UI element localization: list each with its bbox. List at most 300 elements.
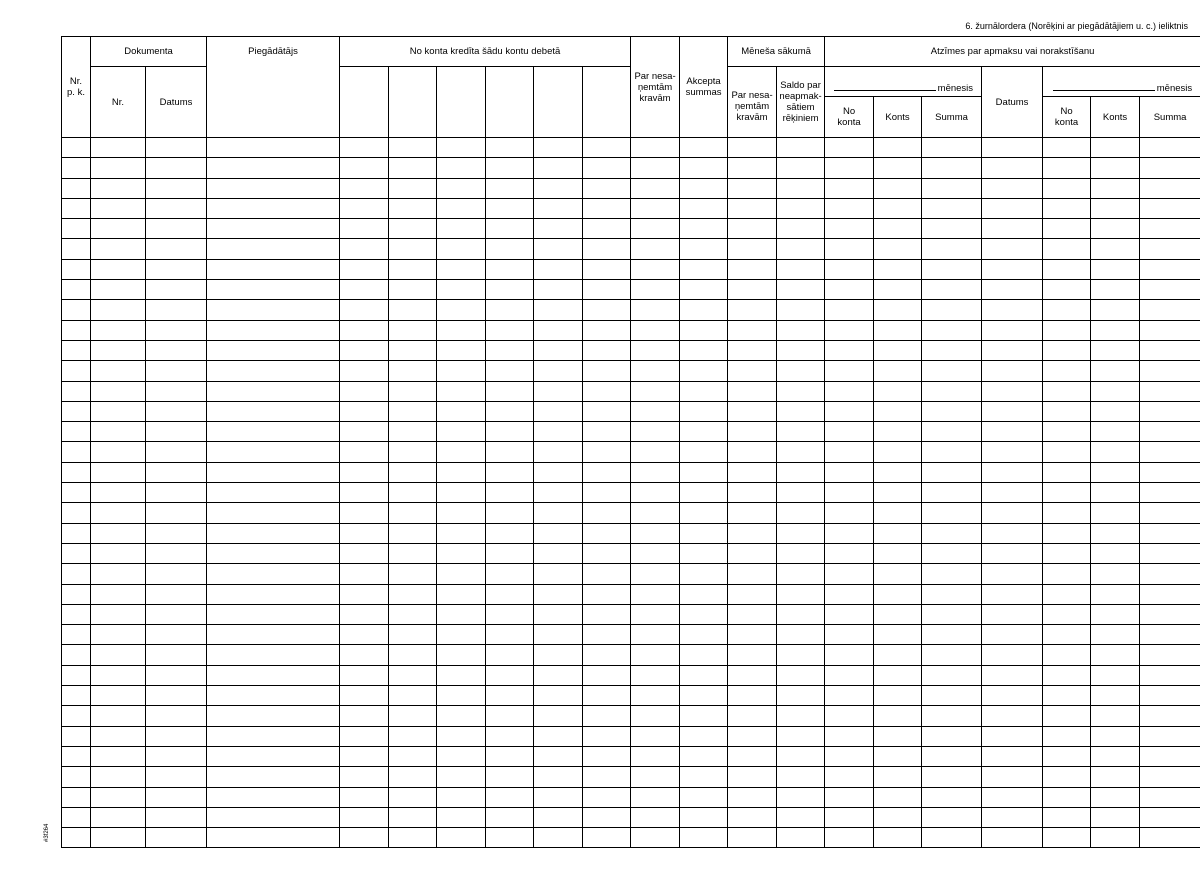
table-cell[interactable] bbox=[982, 422, 1043, 442]
table-cell[interactable] bbox=[583, 503, 631, 523]
table-cell[interactable] bbox=[1091, 401, 1140, 421]
table-cell[interactable] bbox=[437, 280, 486, 300]
table-cell[interactable] bbox=[486, 178, 534, 198]
table-cell[interactable] bbox=[207, 361, 340, 381]
table-cell[interactable] bbox=[389, 503, 437, 523]
table-cell[interactable] bbox=[534, 422, 583, 442]
table-cell[interactable] bbox=[583, 564, 631, 584]
table-cell[interactable] bbox=[486, 462, 534, 482]
table-cell[interactable] bbox=[1091, 219, 1140, 239]
table-cell[interactable] bbox=[583, 767, 631, 787]
table-cell[interactable] bbox=[825, 767, 874, 787]
table-cell[interactable] bbox=[1140, 483, 1200, 503]
table-cell[interactable] bbox=[874, 442, 922, 462]
table-cell[interactable] bbox=[1043, 787, 1091, 807]
table-cell[interactable] bbox=[1140, 665, 1200, 685]
table-cell[interactable] bbox=[534, 665, 583, 685]
table-cell[interactable] bbox=[680, 807, 728, 827]
table-cell[interactable] bbox=[680, 158, 728, 178]
table-cell[interactable] bbox=[389, 462, 437, 482]
table-cell[interactable] bbox=[486, 340, 534, 360]
table-cell[interactable] bbox=[728, 686, 777, 706]
table-cell[interactable] bbox=[389, 320, 437, 340]
table-cell[interactable] bbox=[777, 787, 825, 807]
table-cell[interactable] bbox=[680, 320, 728, 340]
table-cell[interactable] bbox=[583, 280, 631, 300]
table-cell[interactable] bbox=[728, 604, 777, 624]
table-cell[interactable] bbox=[728, 462, 777, 482]
table-cell[interactable] bbox=[91, 340, 146, 360]
table-cell[interactable] bbox=[631, 340, 680, 360]
table-cell[interactable] bbox=[825, 401, 874, 421]
table-cell[interactable] bbox=[207, 442, 340, 462]
table-cell[interactable] bbox=[874, 462, 922, 482]
table-cell[interactable] bbox=[437, 381, 486, 401]
table-cell[interactable] bbox=[825, 584, 874, 604]
table-cell[interactable] bbox=[1091, 158, 1140, 178]
table-cell[interactable] bbox=[922, 462, 982, 482]
table-cell[interactable] bbox=[825, 483, 874, 503]
table-cell[interactable] bbox=[534, 584, 583, 604]
table-cell[interactable] bbox=[631, 442, 680, 462]
table-cell[interactable] bbox=[777, 462, 825, 482]
table-cell[interactable] bbox=[777, 746, 825, 766]
table-cell[interactable] bbox=[91, 320, 146, 340]
table-cell[interactable] bbox=[1091, 462, 1140, 482]
table-cell[interactable] bbox=[1091, 138, 1140, 158]
table-cell[interactable] bbox=[207, 584, 340, 604]
table-cell[interactable] bbox=[1091, 178, 1140, 198]
table-cell[interactable] bbox=[91, 503, 146, 523]
table-cell[interactable] bbox=[207, 381, 340, 401]
table-cell[interactable] bbox=[207, 219, 340, 239]
table-cell[interactable] bbox=[631, 625, 680, 645]
table-cell[interactable] bbox=[340, 239, 389, 259]
table-cell[interactable] bbox=[486, 686, 534, 706]
table-cell[interactable] bbox=[1043, 564, 1091, 584]
table-cell[interactable] bbox=[922, 178, 982, 198]
table-cell[interactable] bbox=[631, 787, 680, 807]
table-cell[interactable] bbox=[874, 219, 922, 239]
table-cell[interactable] bbox=[1140, 198, 1200, 218]
table-cell[interactable] bbox=[1043, 381, 1091, 401]
table-cell[interactable] bbox=[874, 503, 922, 523]
table-cell[interactable] bbox=[62, 767, 91, 787]
table-cell[interactable] bbox=[207, 239, 340, 259]
table-cell[interactable] bbox=[534, 259, 583, 279]
table-cell[interactable] bbox=[583, 381, 631, 401]
table-cell[interactable] bbox=[777, 401, 825, 421]
table-cell[interactable] bbox=[874, 198, 922, 218]
table-cell[interactable] bbox=[631, 259, 680, 279]
table-cell[interactable] bbox=[1140, 767, 1200, 787]
table-cell[interactable] bbox=[777, 361, 825, 381]
table-cell[interactable] bbox=[825, 503, 874, 523]
table-cell[interactable] bbox=[437, 138, 486, 158]
table-cell[interactable] bbox=[1091, 422, 1140, 442]
table-cell[interactable] bbox=[1043, 361, 1091, 381]
table-cell[interactable] bbox=[486, 361, 534, 381]
table-cell[interactable] bbox=[777, 726, 825, 746]
table-cell[interactable] bbox=[389, 604, 437, 624]
table-cell[interactable] bbox=[389, 665, 437, 685]
table-cell[interactable] bbox=[922, 746, 982, 766]
table-cell[interactable] bbox=[1140, 584, 1200, 604]
table-cell[interactable] bbox=[534, 300, 583, 320]
table-cell[interactable] bbox=[146, 483, 207, 503]
table-cell[interactable] bbox=[146, 300, 207, 320]
table-cell[interactable] bbox=[874, 239, 922, 259]
table-cell[interactable] bbox=[728, 340, 777, 360]
table-cell[interactable] bbox=[62, 828, 91, 848]
table-cell[interactable] bbox=[1091, 198, 1140, 218]
table-cell[interactable] bbox=[486, 726, 534, 746]
table-cell[interactable] bbox=[583, 645, 631, 665]
table-cell[interactable] bbox=[982, 320, 1043, 340]
table-cell[interactable] bbox=[1140, 178, 1200, 198]
table-cell[interactable] bbox=[631, 726, 680, 746]
table-cell[interactable] bbox=[1091, 523, 1140, 543]
table-cell[interactable] bbox=[437, 158, 486, 178]
table-cell[interactable] bbox=[389, 401, 437, 421]
table-cell[interactable] bbox=[340, 198, 389, 218]
table-cell[interactable] bbox=[437, 198, 486, 218]
table-cell[interactable] bbox=[62, 746, 91, 766]
table-cell[interactable] bbox=[777, 483, 825, 503]
table-cell[interactable] bbox=[534, 462, 583, 482]
table-cell[interactable] bbox=[922, 158, 982, 178]
table-cell[interactable] bbox=[680, 280, 728, 300]
table-cell[interactable] bbox=[922, 320, 982, 340]
table-cell[interactable] bbox=[1043, 665, 1091, 685]
table-cell[interactable] bbox=[680, 645, 728, 665]
table-cell[interactable] bbox=[680, 564, 728, 584]
table-cell[interactable] bbox=[680, 422, 728, 442]
table-cell[interactable] bbox=[91, 158, 146, 178]
table-cell[interactable] bbox=[874, 422, 922, 442]
table-cell[interactable] bbox=[874, 483, 922, 503]
table-cell[interactable] bbox=[631, 239, 680, 259]
table-cell[interactable] bbox=[389, 483, 437, 503]
table-cell[interactable] bbox=[631, 462, 680, 482]
table-cell[interactable] bbox=[825, 198, 874, 218]
table-cell[interactable] bbox=[1043, 259, 1091, 279]
table-cell[interactable] bbox=[583, 138, 631, 158]
table-cell[interactable] bbox=[825, 523, 874, 543]
table-cell[interactable] bbox=[340, 158, 389, 178]
table-cell[interactable] bbox=[1043, 807, 1091, 827]
table-cell[interactable] bbox=[982, 604, 1043, 624]
table-cell[interactable] bbox=[680, 523, 728, 543]
table-cell[interactable] bbox=[631, 361, 680, 381]
table-cell[interactable] bbox=[486, 645, 534, 665]
table-cell[interactable] bbox=[922, 381, 982, 401]
table-cell[interactable] bbox=[922, 645, 982, 665]
table-cell[interactable] bbox=[437, 462, 486, 482]
table-cell[interactable] bbox=[62, 807, 91, 827]
table-cell[interactable] bbox=[1091, 665, 1140, 685]
table-cell[interactable] bbox=[874, 543, 922, 563]
table-cell[interactable] bbox=[728, 219, 777, 239]
table-cell[interactable] bbox=[631, 564, 680, 584]
table-cell[interactable] bbox=[207, 787, 340, 807]
table-cell[interactable] bbox=[62, 462, 91, 482]
table-cell[interactable] bbox=[631, 686, 680, 706]
table-cell[interactable] bbox=[91, 442, 146, 462]
table-cell[interactable] bbox=[728, 300, 777, 320]
table-cell[interactable] bbox=[874, 706, 922, 726]
table-cell[interactable] bbox=[777, 198, 825, 218]
table-cell[interactable] bbox=[982, 381, 1043, 401]
table-cell[interactable] bbox=[534, 746, 583, 766]
table-cell[interactable] bbox=[728, 807, 777, 827]
table-cell[interactable] bbox=[777, 280, 825, 300]
table-cell[interactable] bbox=[62, 645, 91, 665]
table-cell[interactable] bbox=[680, 198, 728, 218]
table-cell[interactable] bbox=[583, 584, 631, 604]
table-cell[interactable] bbox=[777, 239, 825, 259]
table-cell[interactable] bbox=[922, 665, 982, 685]
table-cell[interactable] bbox=[1140, 746, 1200, 766]
table-cell[interactable] bbox=[728, 158, 777, 178]
table-cell[interactable] bbox=[982, 726, 1043, 746]
table-cell[interactable] bbox=[631, 219, 680, 239]
table-cell[interactable] bbox=[91, 767, 146, 787]
table-cell[interactable] bbox=[982, 503, 1043, 523]
table-cell[interactable] bbox=[922, 259, 982, 279]
table-cell[interactable] bbox=[680, 361, 728, 381]
table-cell[interactable] bbox=[389, 645, 437, 665]
table-cell[interactable] bbox=[437, 340, 486, 360]
table-cell[interactable] bbox=[389, 584, 437, 604]
table-cell[interactable] bbox=[207, 543, 340, 563]
table-cell[interactable] bbox=[777, 503, 825, 523]
table-cell[interactable] bbox=[583, 706, 631, 726]
table-cell[interactable] bbox=[437, 503, 486, 523]
table-cell[interactable] bbox=[534, 178, 583, 198]
table-cell[interactable] bbox=[340, 483, 389, 503]
table-cell[interactable] bbox=[486, 401, 534, 421]
table-cell[interactable] bbox=[583, 401, 631, 421]
table-cell[interactable] bbox=[340, 422, 389, 442]
table-cell[interactable] bbox=[340, 401, 389, 421]
table-cell[interactable] bbox=[982, 686, 1043, 706]
table-cell[interactable] bbox=[825, 787, 874, 807]
table-cell[interactable] bbox=[534, 280, 583, 300]
table-cell[interactable] bbox=[631, 523, 680, 543]
table-cell[interactable] bbox=[389, 422, 437, 442]
table-cell[interactable] bbox=[1043, 138, 1091, 158]
table-cell[interactable] bbox=[874, 320, 922, 340]
table-cell[interactable] bbox=[1091, 706, 1140, 726]
table-cell[interactable] bbox=[777, 706, 825, 726]
table-cell[interactable] bbox=[207, 686, 340, 706]
table-cell[interactable] bbox=[486, 320, 534, 340]
table-cell[interactable] bbox=[728, 361, 777, 381]
table-cell[interactable] bbox=[146, 340, 207, 360]
table-cell[interactable] bbox=[1140, 259, 1200, 279]
table-cell[interactable] bbox=[534, 442, 583, 462]
table-cell[interactable] bbox=[62, 158, 91, 178]
table-cell[interactable] bbox=[982, 462, 1043, 482]
table-cell[interactable] bbox=[982, 543, 1043, 563]
table-cell[interactable] bbox=[825, 645, 874, 665]
table-cell[interactable] bbox=[728, 645, 777, 665]
table-cell[interactable] bbox=[728, 259, 777, 279]
table-cell[interactable] bbox=[91, 401, 146, 421]
table-cell[interactable] bbox=[874, 340, 922, 360]
table-cell[interactable] bbox=[207, 178, 340, 198]
table-cell[interactable] bbox=[1043, 726, 1091, 746]
table-cell[interactable] bbox=[389, 340, 437, 360]
table-cell[interactable] bbox=[982, 178, 1043, 198]
table-cell[interactable] bbox=[982, 706, 1043, 726]
table-cell[interactable] bbox=[437, 178, 486, 198]
table-cell[interactable] bbox=[62, 483, 91, 503]
table-cell[interactable] bbox=[340, 503, 389, 523]
table-cell[interactable] bbox=[91, 625, 146, 645]
table-cell[interactable] bbox=[631, 645, 680, 665]
table-cell[interactable] bbox=[680, 706, 728, 726]
table-cell[interactable] bbox=[982, 259, 1043, 279]
table-cell[interactable] bbox=[825, 158, 874, 178]
table-cell[interactable] bbox=[982, 645, 1043, 665]
table-cell[interactable] bbox=[922, 604, 982, 624]
table-cell[interactable] bbox=[728, 584, 777, 604]
table-cell[interactable] bbox=[874, 625, 922, 645]
table-cell[interactable] bbox=[922, 483, 982, 503]
table-cell[interactable] bbox=[1140, 726, 1200, 746]
table-cell[interactable] bbox=[389, 746, 437, 766]
table-cell[interactable] bbox=[340, 625, 389, 645]
table-cell[interactable] bbox=[777, 138, 825, 158]
table-cell[interactable] bbox=[207, 625, 340, 645]
table-cell[interactable] bbox=[486, 138, 534, 158]
table-cell[interactable] bbox=[1043, 178, 1091, 198]
table-cell[interactable] bbox=[874, 564, 922, 584]
table-cell[interactable] bbox=[389, 787, 437, 807]
table-cell[interactable] bbox=[583, 625, 631, 645]
table-cell[interactable] bbox=[680, 543, 728, 563]
table-cell[interactable] bbox=[728, 503, 777, 523]
table-cell[interactable] bbox=[825, 138, 874, 158]
table-cell[interactable] bbox=[982, 158, 1043, 178]
table-cell[interactable] bbox=[486, 746, 534, 766]
table-cell[interactable] bbox=[146, 543, 207, 563]
table-cell[interactable] bbox=[207, 645, 340, 665]
table-cell[interactable] bbox=[1043, 828, 1091, 848]
table-cell[interactable] bbox=[534, 564, 583, 584]
table-cell[interactable] bbox=[1091, 686, 1140, 706]
table-cell[interactable] bbox=[1043, 706, 1091, 726]
table-cell[interactable] bbox=[825, 422, 874, 442]
table-cell[interactable] bbox=[340, 706, 389, 726]
table-cell[interactable] bbox=[728, 483, 777, 503]
table-cell[interactable] bbox=[207, 320, 340, 340]
table-cell[interactable] bbox=[486, 706, 534, 726]
table-cell[interactable] bbox=[437, 239, 486, 259]
table-cell[interactable] bbox=[874, 604, 922, 624]
table-cell[interactable] bbox=[62, 320, 91, 340]
table-cell[interactable] bbox=[1043, 198, 1091, 218]
table-cell[interactable] bbox=[825, 564, 874, 584]
table-cell[interactable] bbox=[583, 219, 631, 239]
table-cell[interactable] bbox=[1091, 381, 1140, 401]
table-cell[interactable] bbox=[631, 503, 680, 523]
table-cell[interactable] bbox=[1091, 259, 1140, 279]
table-cell[interactable] bbox=[680, 178, 728, 198]
table-cell[interactable] bbox=[777, 543, 825, 563]
table-cell[interactable] bbox=[534, 828, 583, 848]
table-cell[interactable] bbox=[583, 787, 631, 807]
table-cell[interactable] bbox=[486, 158, 534, 178]
table-cell[interactable] bbox=[91, 422, 146, 442]
table-cell[interactable] bbox=[922, 300, 982, 320]
table-cell[interactable] bbox=[62, 239, 91, 259]
table-cell[interactable] bbox=[486, 198, 534, 218]
table-cell[interactable] bbox=[207, 280, 340, 300]
table-cell[interactable] bbox=[825, 320, 874, 340]
table-cell[interactable] bbox=[680, 625, 728, 645]
table-cell[interactable] bbox=[728, 543, 777, 563]
table-cell[interactable] bbox=[389, 381, 437, 401]
table-cell[interactable] bbox=[1043, 219, 1091, 239]
table-cell[interactable] bbox=[340, 787, 389, 807]
table-cell[interactable] bbox=[631, 138, 680, 158]
table-cell[interactable] bbox=[389, 807, 437, 827]
table-cell[interactable] bbox=[146, 726, 207, 746]
table-cell[interactable] bbox=[534, 198, 583, 218]
table-cell[interactable] bbox=[146, 584, 207, 604]
table-cell[interactable] bbox=[1140, 828, 1200, 848]
table-cell[interactable] bbox=[982, 442, 1043, 462]
table-cell[interactable] bbox=[680, 401, 728, 421]
table-cell[interactable] bbox=[825, 686, 874, 706]
table-cell[interactable] bbox=[340, 361, 389, 381]
table-cell[interactable] bbox=[534, 219, 583, 239]
table-cell[interactable] bbox=[340, 138, 389, 158]
table-cell[interactable] bbox=[1091, 300, 1140, 320]
table-cell[interactable] bbox=[631, 584, 680, 604]
table-cell[interactable] bbox=[437, 686, 486, 706]
table-cell[interactable] bbox=[825, 442, 874, 462]
table-cell[interactable] bbox=[982, 280, 1043, 300]
table-cell[interactable] bbox=[982, 584, 1043, 604]
table-cell[interactable] bbox=[437, 828, 486, 848]
table-cell[interactable] bbox=[340, 645, 389, 665]
table-cell[interactable] bbox=[583, 422, 631, 442]
table-cell[interactable] bbox=[1140, 158, 1200, 178]
table-cell[interactable] bbox=[825, 543, 874, 563]
table-cell[interactable] bbox=[1043, 280, 1091, 300]
table-cell[interactable] bbox=[437, 726, 486, 746]
table-cell[interactable] bbox=[825, 381, 874, 401]
table-cell[interactable] bbox=[389, 543, 437, 563]
table-cell[interactable] bbox=[146, 320, 207, 340]
table-cell[interactable] bbox=[146, 158, 207, 178]
table-cell[interactable] bbox=[486, 564, 534, 584]
table-cell[interactable] bbox=[534, 401, 583, 421]
table-cell[interactable] bbox=[777, 807, 825, 827]
table-cell[interactable] bbox=[91, 300, 146, 320]
table-cell[interactable] bbox=[680, 584, 728, 604]
table-cell[interactable] bbox=[1140, 361, 1200, 381]
table-cell[interactable] bbox=[982, 239, 1043, 259]
table-cell[interactable] bbox=[825, 300, 874, 320]
table-cell[interactable] bbox=[207, 198, 340, 218]
table-cell[interactable] bbox=[1091, 442, 1140, 462]
table-cell[interactable] bbox=[91, 665, 146, 685]
